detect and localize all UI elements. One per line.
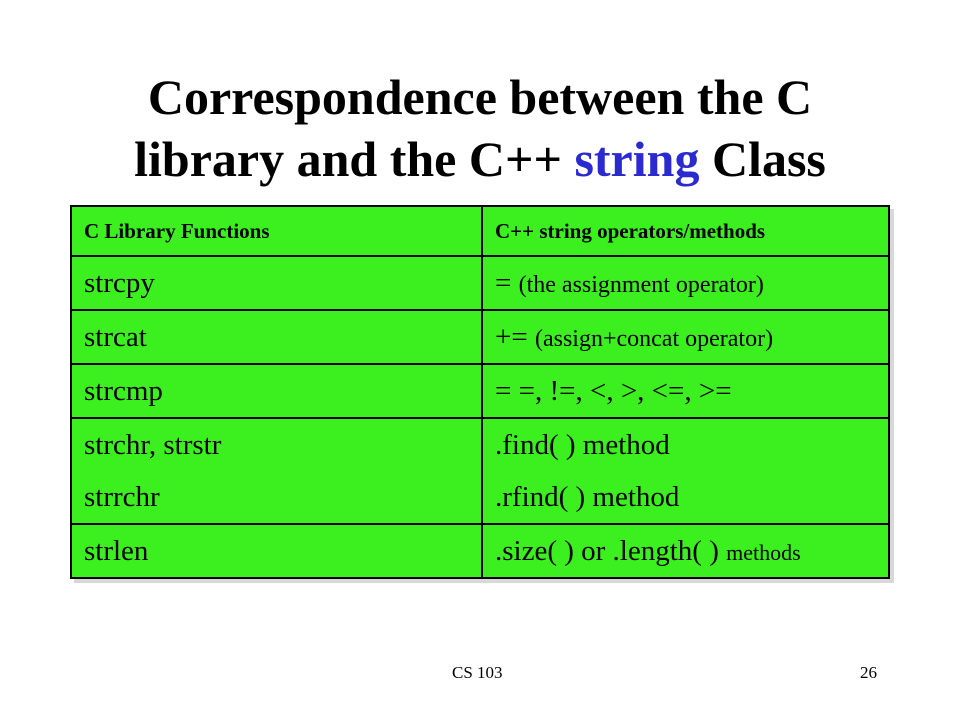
table-row [71, 256, 889, 310]
cpp-method: .size( ) or .length( ) [495, 534, 727, 567]
title-highlight-string: string [574, 131, 700, 187]
footer-course: CS 103 [452, 663, 503, 682]
c-function-line: strchr, strstr [84, 429, 222, 461]
cpp-note: (the assignment operator) [518, 271, 764, 298]
cell-cpp-equivalent [482, 310, 889, 364]
table-row [71, 524, 889, 578]
title-line-2 [0, 128, 960, 190]
footer-page-number: 26 [860, 663, 877, 682]
cell-cpp-equivalent [482, 418, 889, 524]
cell-c-function: strcmp [71, 364, 482, 418]
header-c-library: C Library Functions [71, 206, 482, 256]
cell-cpp-equivalent [482, 256, 889, 310]
cpp-note: (assign+concat operator) [534, 325, 774, 352]
table-row [71, 310, 889, 364]
cell-c-function: strcat [71, 310, 482, 364]
cell-c-function [71, 418, 482, 524]
cell-cpp-equivalent: = =, !=, <, >, <=, >= [482, 364, 889, 418]
c-function-line: strrchr [84, 481, 160, 513]
cell-c-function: strlen [71, 524, 482, 578]
cpp-method-line: .rfind( ) method [495, 481, 680, 513]
cpp-operator: = [495, 266, 519, 299]
title-line-2-pre: library and the C++ [134, 131, 575, 187]
cell-cpp-equivalent [482, 524, 889, 578]
header-cpp-string: C++ string operators/methods [482, 206, 889, 256]
cpp-method-line: .find( ) method [495, 429, 670, 461]
table-header-row [71, 206, 889, 256]
cell-c-function: strcpy [71, 256, 482, 310]
title-line-1: Correspondence between the C [147, 69, 813, 125]
correspondence-table [70, 205, 890, 579]
table-row [71, 418, 889, 524]
cpp-note: methods [726, 539, 801, 565]
cpp-operator: += [495, 320, 535, 353]
title-line-2-post: Class [699, 131, 826, 187]
table-row [71, 364, 889, 418]
slide-title [0, 66, 960, 190]
